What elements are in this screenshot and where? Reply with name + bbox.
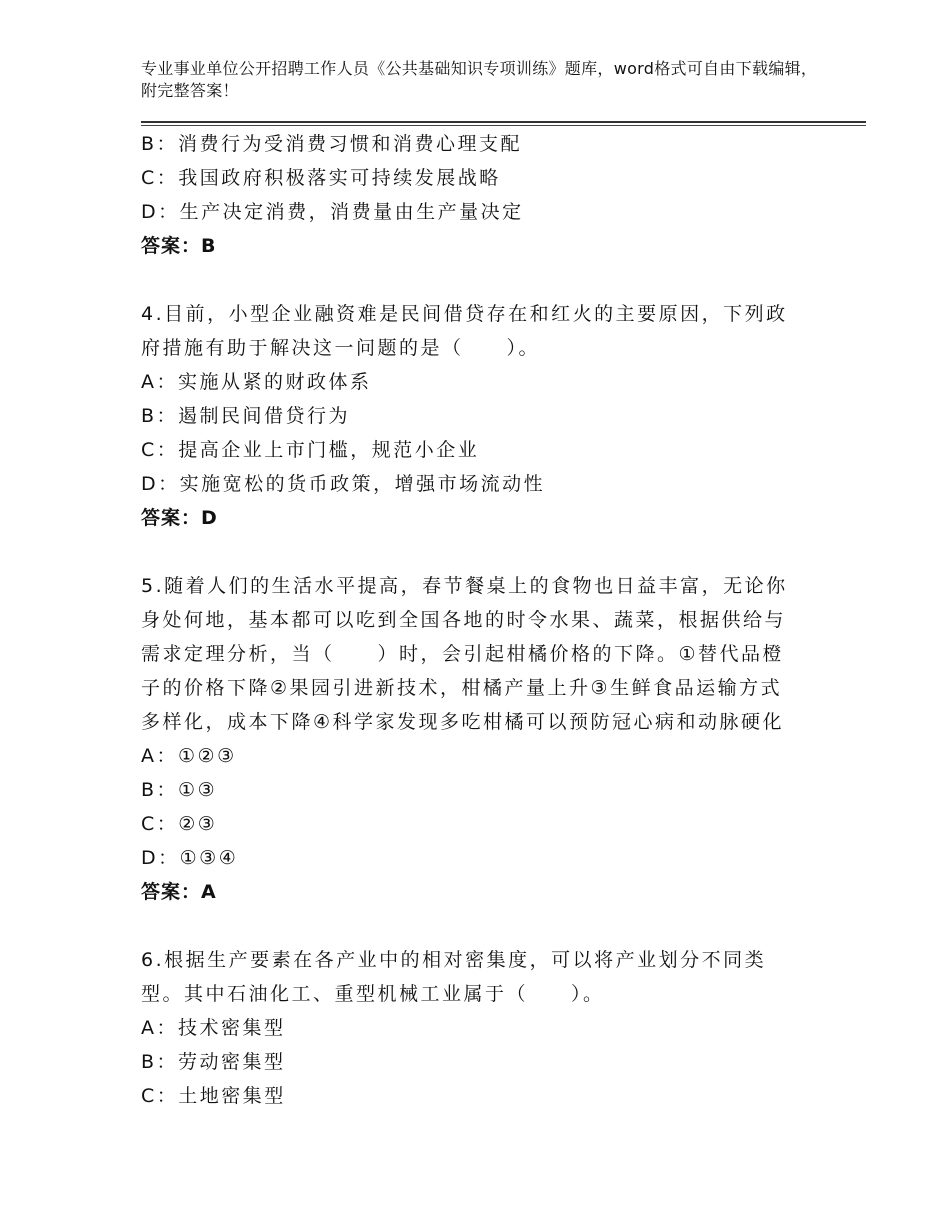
question-stem-line: 多样化，成本下降④科学家发现多吃柑橘可以预防冠心病和动脉硬化 [141,711,785,733]
option-b: B：①③ [141,779,218,801]
option-c: C：提高企业上市门槛，规范小企业 [141,439,480,461]
option-d: D：实施宽松的货币政策，增强市场流动性 [141,473,546,495]
header-rule-thin [141,125,866,126]
question-stem-line: 型。其中石油化工、重型机械工业属于（ ）。 [141,983,605,1005]
question-5 [141,569,831,909]
question-stem-line: 身处何地，基本都可以吃到全国各地的时令水果、蔬菜，根据供给与 [141,609,787,631]
option-a: A：①②③ [141,745,237,767]
option-b: B：遏制民间借贷行为 [141,405,351,427]
question-stem-line: 府措施有助于解决这一问题的是（ ）。 [141,337,541,359]
question-stem-line: 6.根据生产要素在各产业中的相对密集度，可以将产业划分不同类 [141,949,767,971]
question-3 [141,127,831,263]
answer: 答案：D [141,507,218,529]
question-4 [141,297,831,535]
question-stem-line: 子的价格下降②果园引进新技术，柑橘产量上升③生鲜食品运输方式 [141,677,783,699]
option-c: C：我国政府积极落实可持续发展战略 [141,167,501,189]
answer: 答案：A [141,881,217,903]
option-d: D：①③④ [141,847,239,869]
option-c: C：②③ [141,813,218,835]
option-b: B：消费行为受消费习惯和消费心理支配 [141,133,523,155]
answer: 答案：B [141,235,217,257]
option-d: D：生产决定消费，消费量由生产量决定 [141,201,524,223]
option-b: B：劳动密集型 [141,1051,286,1073]
option-a: A：实施从紧的财政体系 [141,371,372,393]
question-stem-line: 5.随着人们的生活水平提高，春节餐桌上的食物也日益丰富，无论你 [141,575,788,597]
page-header: 专业事业单位公开招聘工作人员《公共基础知识专项训练》题库，word格式可自由下载编辑，附完整答案！ [141,59,818,100]
question-content [141,127,831,1113]
option-c: C：土地密集型 [141,1085,286,1107]
question-stem-line: 需求定理分析，当（ ）时，会引起柑橘价格的下降。①替代品橙 [141,643,785,665]
header-rule [141,121,866,126]
question-stem-line: 4.目前，小型企业融资难是民间借贷存在和红火的主要原因，下列政 [141,303,788,325]
option-a: A：技术密集型 [141,1017,286,1039]
question-6 [141,943,831,1113]
